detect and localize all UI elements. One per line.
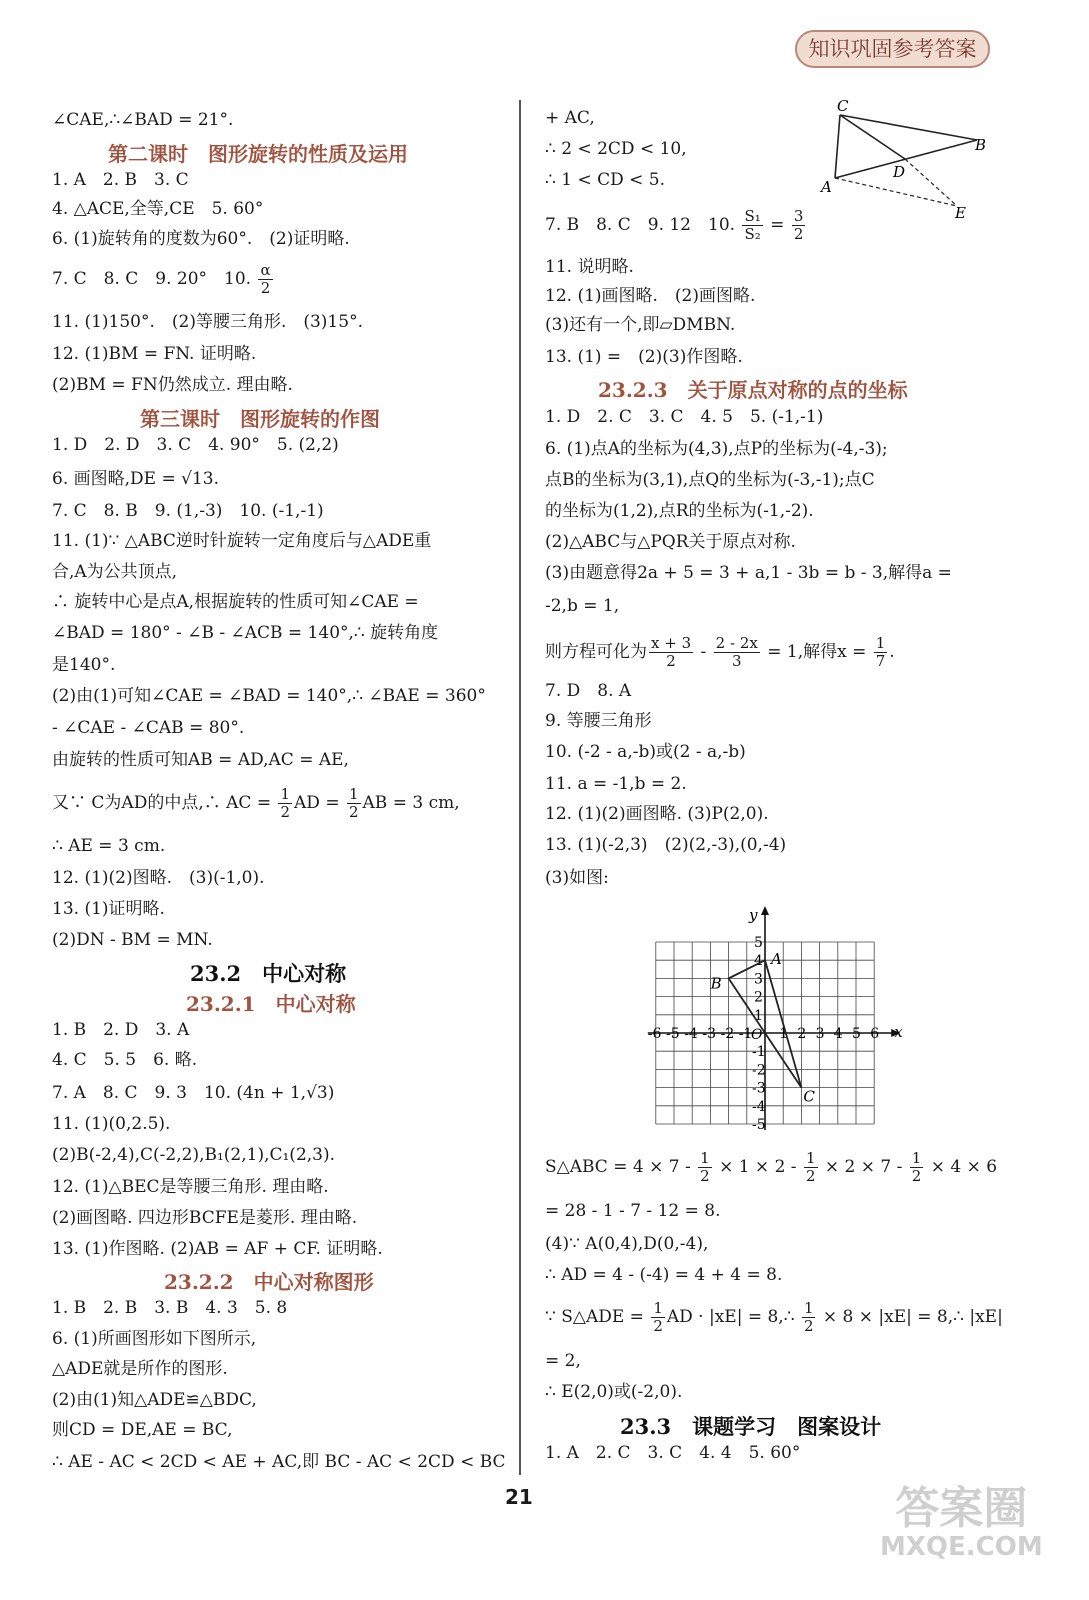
text-line: 12. (1)(2)图略. (3)(-1,0). [52,868,265,888]
numerator: x + 3 [651,634,692,652]
watermark-line2: MXQE.COM [880,1532,1043,1562]
text-line [52,786,460,821]
chapter-heading: 23.3 课题学习 图案设计 [620,1414,882,1439]
segment-ae [835,178,957,206]
text-line: ∴ AE - AC < 2CD < AE + AC,即 BC - AC < 2CD < BC [52,1452,506,1472]
text-span: = 1,解得x = [767,642,867,662]
text-line: 6. (1)旋转角的度数为60°. (2)证明略. [52,229,350,249]
text-line: ∠CAE,∴∠BAD = 21°. [52,110,234,130]
axis-x-label: x [894,1023,903,1041]
x-tick-label: 3 [815,1026,825,1042]
text-line: ∴ AD = 4 - (-4) = 4 + 4 = 8. [545,1265,783,1285]
fraction [651,1300,665,1335]
text-line [545,208,807,243]
text-line: 12. (1)BM = FN. 证明略. [52,344,257,364]
segment-ca [835,115,840,178]
chapter-heading: 23.2 中心对称 [190,961,347,986]
numerator: 1 [700,1149,710,1167]
text-span: AD · |xE| = 8,∴ [666,1307,795,1327]
text-span: - [700,642,707,662]
text-line: 6. (1)点A的坐标为(4,3),点P的坐标为(-4,-3); [545,439,888,459]
numerator: 3 [793,207,804,225]
numerator: 1 [911,1149,922,1167]
column-divider [519,100,521,1475]
point-a-label: A [771,950,782,969]
denominator: 2 [348,803,359,821]
text-span: × 2 × 7 - [824,1157,903,1177]
denominator: 3 [731,652,742,670]
numerator: α [260,261,271,279]
y-tick-label: -1 [752,1044,766,1061]
denominator: 2 [803,1317,814,1335]
text-line: 1. D 2. D 3. C 4. 90° 5. (2,2) [52,435,339,455]
text-line: △ADE就是所作的图形. [52,1359,228,1379]
y-tick-label: 3 [754,971,763,988]
text-line [545,1300,1003,1335]
text-line: 4. C 5. 5 6. 略. [52,1050,198,1070]
text-span: 则方程可化为 [545,642,647,662]
fraction [910,1150,924,1185]
denominator: 2 [700,1167,710,1185]
text-line: 7. C 8. B 9. (1,-3) 10. (-1,-1) [52,501,324,521]
label-b: B [975,136,987,154]
label-d: D [893,163,906,181]
text-line: 1. B 2. D 3. A [52,1020,190,1040]
x-tick-label: 2 [797,1026,807,1042]
text-line: (2)B(-2,4),C(-2,2),B₁(2,1),C₁(2,3). [52,1145,336,1165]
text-line [545,635,895,670]
fraction [278,786,292,821]
denominator: 7 [875,652,886,670]
text-line: ∴ E(2,0)或(-2,0). [545,1382,683,1402]
x-tick-label: -2 [720,1026,735,1042]
text-line: 9. 等腰三角形 [545,711,652,731]
y-tick-label: -3 [752,1080,766,1097]
denominator: 2 [793,225,804,243]
x-tick-label: -3 [702,1026,717,1042]
text-line: = 2, [545,1351,581,1371]
y-tick-label: -5 [752,1117,766,1133]
segment-de [905,159,957,206]
text-line: 1. B 2. B 3. B 4. 3 5. 8 [52,1298,288,1318]
numerator: 1 [653,1299,663,1317]
denominator: 2 [280,803,291,821]
text-line: (3)如图: [545,868,609,888]
text-span: ∵ S△ADE = [545,1307,644,1327]
text-line: -2,b = 1, [545,596,620,616]
geometry-figure [815,98,995,226]
text-span: × 1 × 2 - [719,1157,797,1177]
text-line: 12. (1)(2)画图略. (3)P(2,0). [545,804,769,824]
fraction [792,208,806,243]
y-tick-label: 5 [754,935,763,951]
text-line: (2)由(1)可知∠CAE = ∠BAD = 140°,∴ ∠BAE = 360° [52,686,486,706]
axis-y-label: y [749,906,758,924]
text-line: (2)BM = FN仍然成立. 理由略. [52,375,293,395]
text-line: 7. A 8. C 9. 3 10. (4n + 1,√3) [52,1083,335,1103]
page-number: 21 [505,1485,533,1509]
text-line: 11. (1)150°. (2)等腰三角形. (3)15°. [52,312,363,332]
text-span: AB = 3 cm, [362,793,460,813]
text-line: (2)△ABC与△PQR关于原点对称. [545,532,796,552]
text-line: 13. (1)(-2,3) (2)(2,-3),(0,-4) [545,835,787,855]
y-tick-label: -4 [752,1098,766,1115]
section-heading: 第三课时 图形旋转的作图 [140,407,380,431]
numerator: 1 [875,634,886,652]
y-axis-arrow [761,906,769,915]
label-e: E [955,204,966,222]
x-tick-label: 5 [852,1026,861,1042]
numerator: 1 [803,1299,814,1317]
section-heading: 23.2.3 关于原点对称的点的坐标 [598,378,908,402]
fraction [714,635,760,670]
text-line: (2)由(1)知△ADE≌△BDC, [52,1390,257,1410]
text-line: (3)由题意得2a + 5 = 3 + a,1 - 3b = b - 3,解得a = [545,563,952,583]
text-line [545,1150,997,1185]
text-line: 点B的坐标为(3,1),点Q的坐标为(-3,-1);点C [545,470,875,490]
fraction [874,635,888,670]
y-tick-label: 1 [754,1007,763,1024]
text-line: 的坐标为(1,2),点R的坐标为(-1,-2). [545,501,814,521]
text-line: ∠BAD = 180° - ∠B - ∠ACB = 140°,∴ 旋转角度 [52,623,439,643]
y-tick-label: 2 [754,989,763,1006]
text-line: = 28 - 1 - 7 - 12 = 8. [545,1201,721,1221]
section-heading: 第二课时 图形旋转的性质及运用 [108,142,408,166]
text-span: 又∵ C为AD的中点,∴ AC = [52,793,272,813]
text-line: 4. △ACE,全等,CE 5. 60° [52,199,264,219]
numerator: 1 [280,785,291,803]
point-b-label: B [710,974,722,993]
x-tick-label: 4 [833,1026,843,1042]
text-line: ∴ 1 < CD < 5. [545,170,665,190]
coordinate-figure [615,890,915,1140]
text-line: 6. 画图略,DE = √13. [52,469,219,489]
segment-ab [835,140,977,178]
fraction [649,635,693,670]
text-span: . [889,642,895,662]
numerator: 1 [348,785,359,803]
text-line: 6. (1)所画图形如下图所示, [52,1329,257,1349]
denominator: 2 [911,1167,922,1185]
text-line: 11. a = -1,b = 2. [545,774,687,794]
text-line: 由旋转的性质可知AB = AD,AC = AE, [52,750,349,770]
text-line: - ∠CAE - ∠CAB = 80°. [52,718,245,738]
fraction [742,208,762,243]
text-line: 7. D 8. A [545,681,632,701]
fraction [347,786,361,821]
watermark-line1: 答案圈 [895,1483,1028,1534]
label-c: C [837,98,849,115]
x-tick-label: -5 [666,1026,680,1042]
text-line: 1. A 2. C 3. C 4. 4 5. 60° [545,1443,801,1463]
text-line: + AC, [545,108,595,128]
text-line: 则CD = DE,AE = BC, [52,1420,233,1440]
text-span: × 8 × |xE| = 8,∴ |xE| [822,1307,1003,1327]
x-tick-label: 6 [870,1026,880,1042]
axes [648,906,900,1130]
numerator: 2 - 2x [715,634,758,652]
text-line: (3)还有一个,即▱DMBN. [545,315,736,335]
denominator: S₂ [744,225,761,243]
text-line: 是140°. [52,655,116,675]
tick-labels [648,935,879,1133]
text-span: 7. B 8. C 9. 12 10. [545,215,736,235]
text-line: ∴ 旋转中心是点A,根据旋转的性质可知∠CAE = [52,592,419,612]
text-span: = [770,215,785,235]
x-tick-label: 1 [779,1026,789,1042]
numerator: S₁ [744,207,761,225]
x-tick-label: -4 [684,1026,698,1042]
text-line: (2)DN - BM = MN. [52,930,213,950]
fraction [258,262,272,297]
numerator: 1 [805,1149,816,1167]
text-line: 11. 说明略. [545,257,634,277]
text-span: AD = [294,793,340,813]
x-tick-label: -1 [738,1026,753,1042]
text-line: 12. (1)△BEC是等腰三角形. 理由略. [52,1177,329,1197]
text-line: 1. A 2. B 3. C [52,170,189,190]
text-line: ∴ 2 < 2CD < 10, [545,139,687,159]
segment-cb [840,115,977,140]
text-line: 13. (1) = (2)(3)作图略. [545,347,743,367]
denominator: 2 [260,279,271,297]
text-line: 12. (1)画图略. (2)画图略. [545,286,756,306]
text-span: × 4 × 6 [930,1157,998,1177]
text-line: 11. (1)∵ △ABC逆时针旋转一定角度后与△ADE重 [52,531,432,551]
text-line: 11. (1)(0,2.5). [52,1114,171,1134]
text-span: 7. C 8. C 9. 20° 10. [52,269,252,289]
text-line: 合,A为公共顶点, [52,562,178,582]
denominator: 2 [805,1167,816,1185]
y-tick-label: 4 [754,953,763,970]
fraction [802,1300,816,1335]
label-a: A [821,178,832,196]
section-heading: 23.2.2 中心对称图形 [164,1270,374,1294]
watermark-logo [880,1485,1043,1561]
text-line: (2)画图略. 四边形BCFE是菱形. 理由略. [52,1208,358,1228]
text-line: 13. (1)作图略. (2)AB = AF + CF. 证明略. [52,1239,383,1259]
header-title: 知识巩固参考答案 [795,30,990,68]
x-tick-label: -6 [647,1026,662,1042]
text-line: 1. D 2. C 3. C 4. 5 5. (-1,-1) [545,407,824,427]
origin-label: O [751,1027,763,1043]
text-line: 13. (1)证明略. [52,899,165,919]
point-c-label: C [803,1087,815,1106]
fraction [804,1150,818,1185]
denominator: 2 [653,1317,663,1335]
text-span: S△ABC = 4 × 7 - [545,1157,691,1177]
text-line: (4)∵ A(0,4),D(0,-4), [545,1234,709,1254]
y-tick-label: -2 [752,1062,766,1079]
section-heading: 23.2.1 中心对称 [186,992,356,1016]
fraction [698,1150,712,1185]
denominator: 2 [666,652,676,670]
text-line: ∴ AE = 3 cm. [52,836,166,856]
text-line: 10. (-2 - a,-b)或(2 - a,-b) [545,742,746,762]
text-line [52,262,275,297]
